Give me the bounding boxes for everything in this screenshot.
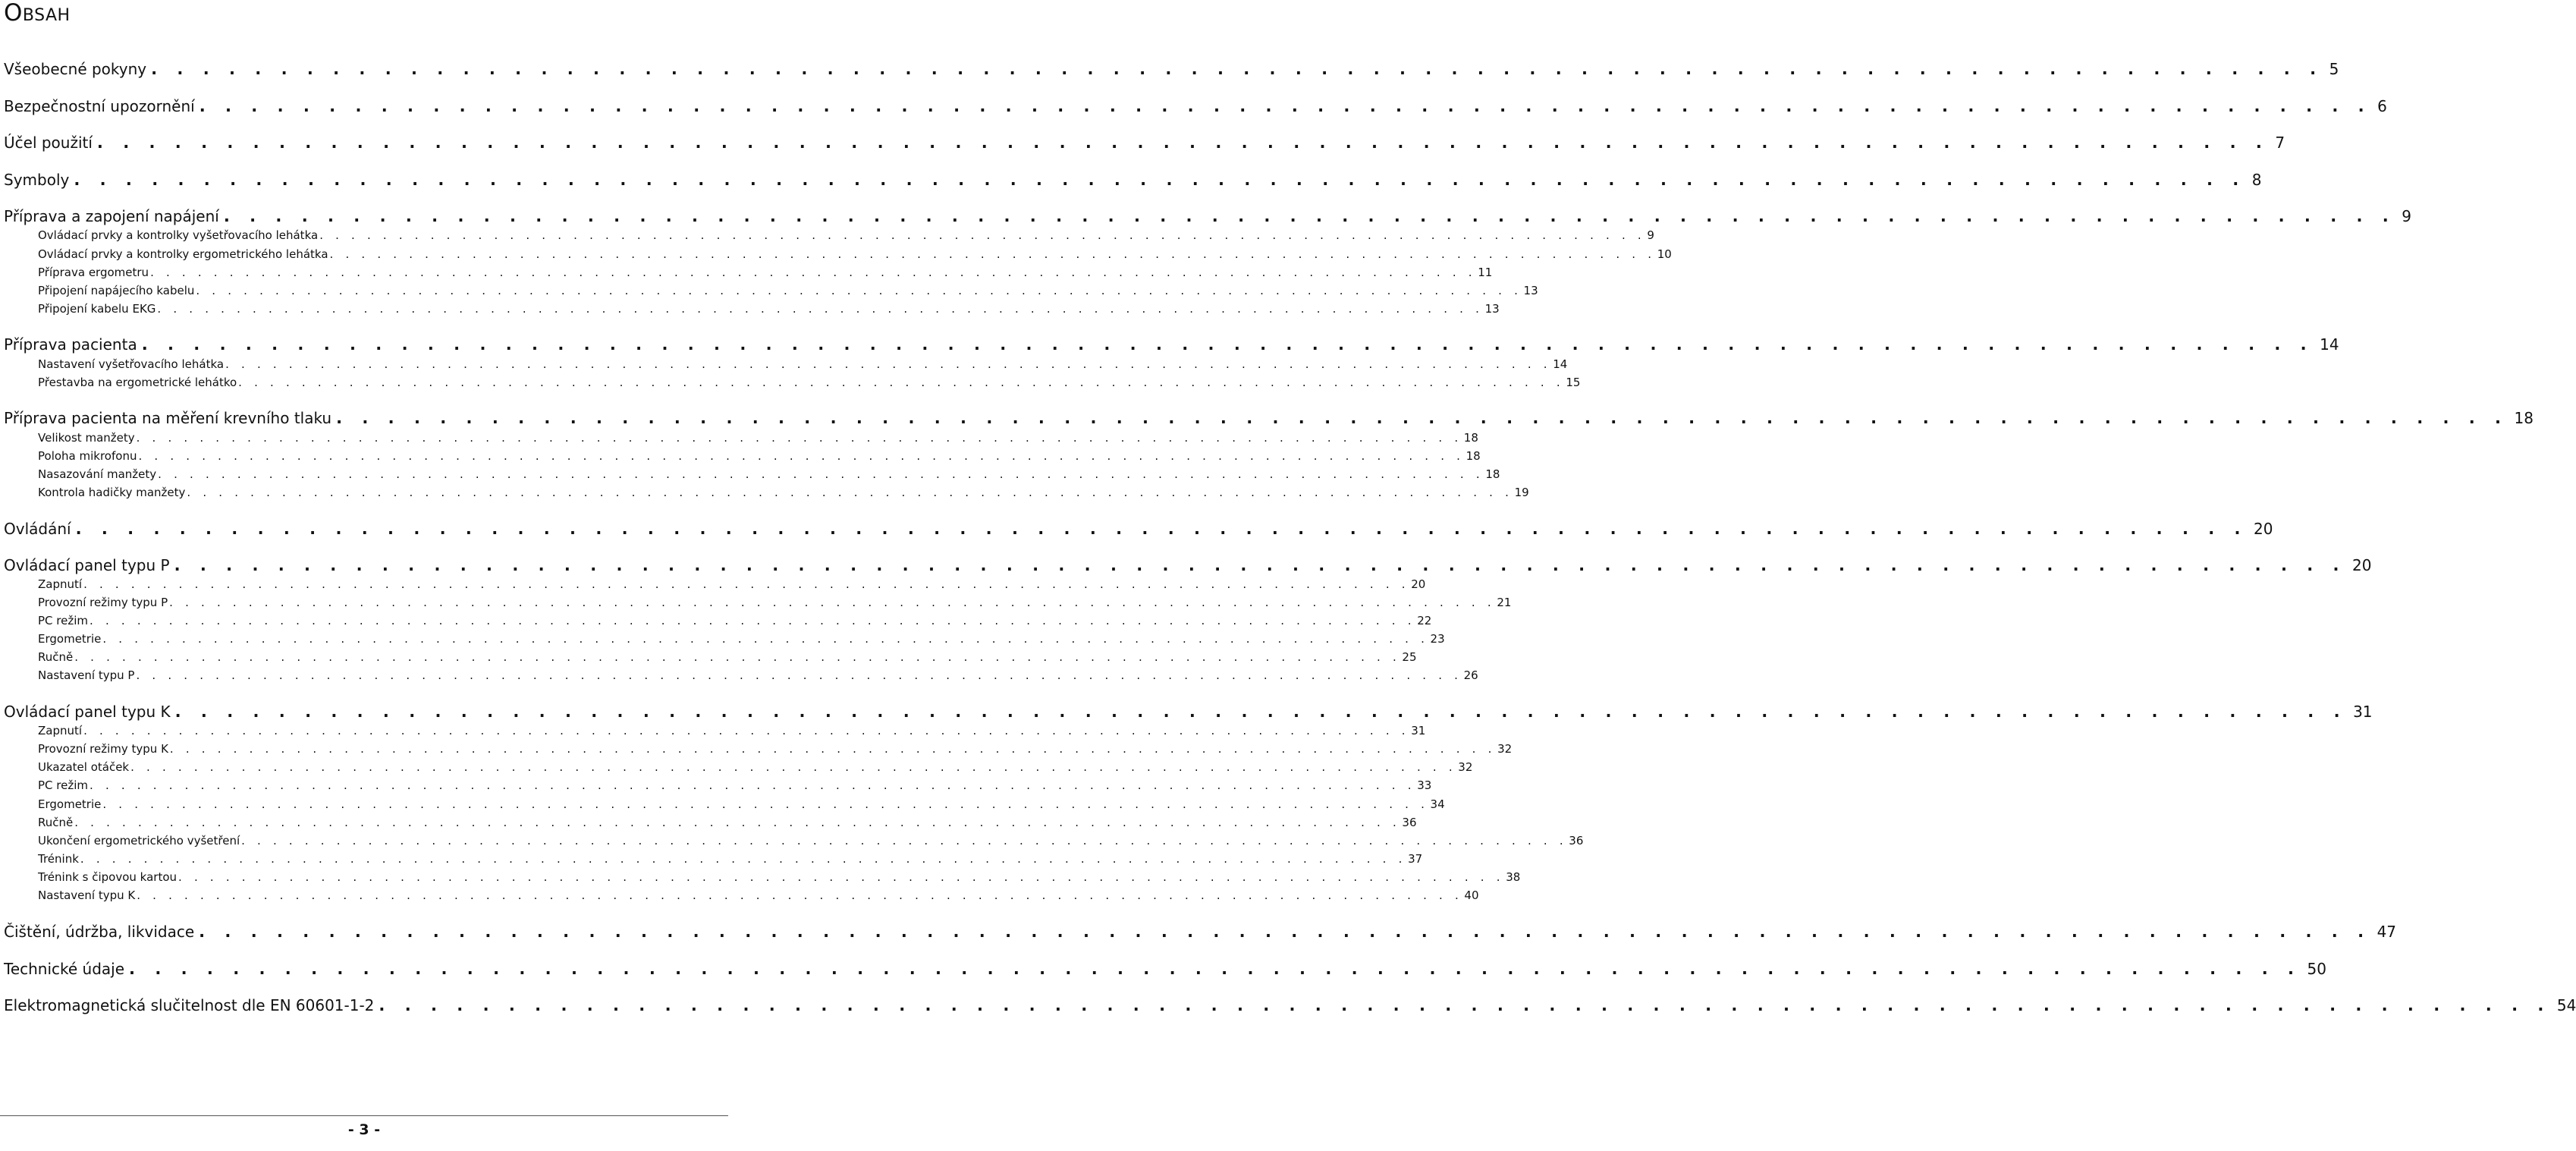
- dot-leader: . . . . . . . . . . . . . . . . . . . . . . . . . . . . . . . . . . . . . . . . . . . . . . . . . . . . . . . . . . . . . . . . . . . . . . . . . . . . . . . . . . . .: [196, 284, 1522, 297]
- dot-leader: . . . . . . . . . . . . . . . . . . . . . . . . . . . . . . . . . . . . . . . . . . . . . . . . . . . . . . . . . . . . . . . . . . . . . . . . . . . . . . . . . . . .: [174, 556, 2347, 574]
- toc-entry-page: 18: [1465, 449, 1481, 463]
- toc-entry-sub[interactable]: [38, 722, 1426, 739]
- dot-leader: . . . . . . . . . . . . . . . . . . . . . . . . . . . . . . . . . . . . . . . . . . . . . . . . . . . . . . . . . . . . . . . . . . . . . . . . . . . . . . . . . . . .: [141, 335, 2314, 354]
- dot-leader: . . . . . . . . . . . . . . . . . . . . . . . . . . . . . . . . . . . . . . . . . . . . . . . . . . . . . . . . . . . . . . . . . . . . . . . . . . . . . . . . . . . .: [174, 703, 2348, 721]
- toc-entry-label: Ovládací prvky a kontrolky ergometrického lehátka: [38, 247, 328, 261]
- toc-entry-main[interactable]: [4, 702, 2373, 722]
- toc-entry-label: Velikost manžety: [38, 431, 135, 445]
- toc-entry-label: Elektromagnetická slučitelnost dle EN 60601-1-2: [4, 996, 375, 1014]
- dot-leader: . . . . . . . . . . . . . . . . . . . . . . . . . . . . . . . . . . . . . . . . . . . . . . . . . . . . . . . . . . . . . . . . . . . . . . . . . . . . . . . . . . . .: [136, 431, 1462, 445]
- dot-leader: . . . . . . . . . . . . . . . . . . . . . . . . . . . . . . . . . . . . . . . . . . . . . . . . . . . . . . . . . . . . . . . . . . . . . . . . . . . . . . . . . . . .: [199, 923, 2371, 941]
- dot-leader: . . . . . . . . . . . . . . . . . . . . . . . . . . . . . . . . . . . . . . . . . . . . . . . . . . . . . . . . . . . . . . . . . . . . . . . . . . . . . . . . . . . .: [379, 996, 2551, 1014]
- toc-entry-main[interactable]: [4, 206, 2412, 226]
- toc-entry-label: Připojení napájecího kabelu: [38, 284, 195, 297]
- toc-entry-page: 5: [2329, 60, 2339, 78]
- dot-leader: . . . . . . . . . . . . . . . . . . . . . . . . . . . . . . . . . . . . . . . . . . . . . . . . . . . . . . . . . . . . . . . . . . . . . . . . . . . . . . . . . . . .: [74, 816, 1401, 829]
- toc-entry-page: 9: [1647, 228, 1654, 242]
- toc-entry-page: 13: [1523, 284, 1538, 297]
- toc-entry-page: 19: [1514, 486, 1529, 499]
- toc-entry-label: Přestavba na ergometrické lehátko: [38, 376, 237, 389]
- toc-entry-label: Ergometrie: [38, 632, 102, 646]
- toc-entry-label: Trénink: [38, 852, 79, 866]
- toc-entry-main[interactable]: [4, 519, 2273, 539]
- toc-entry-page: 8: [2251, 171, 2262, 189]
- dot-leader: . . . . . . . . . . . . . . . . . . . . . . . . . . . . . . . . . . . . . . . . . . . . . . . . . . . . . . . . . . . . . . . . . . . . . . . . . . . . . . . . . . . .: [137, 888, 1463, 902]
- dot-leader: . . . . . . . . . . . . . . . . . . . . . . . . . . . . . . . . . . . . . . . . . . . . . . . . . . . . . . . . . . . . . . . . . . . . . . . . . . . . . . . . . . . .: [138, 449, 1465, 463]
- toc-entry-page: 47: [2377, 923, 2397, 941]
- toc-entry-label: Připojení kabelu EKG: [38, 302, 156, 316]
- toc-entry-page: 32: [1497, 742, 1513, 756]
- toc-entry-page: 20: [1411, 577, 1426, 591]
- toc-entry-page: 38: [1506, 870, 1521, 884]
- toc-entry-sub[interactable]: [38, 612, 1432, 629]
- toc-entry-page: 7: [2275, 134, 2285, 152]
- toc-entry-sub[interactable]: [38, 649, 1417, 665]
- toc-entry-page: 9: [2402, 207, 2412, 225]
- toc-entry-page: 36: [1402, 816, 1417, 829]
- toc-entry-label: Nastavení vyšetřovacího lehátka: [38, 357, 225, 371]
- toc-entry-page: 50: [2307, 960, 2326, 978]
- toc-entry-sub[interactable]: [38, 887, 1479, 904]
- toc-entry-label: Účel použití: [4, 134, 93, 152]
- toc-entry-sub[interactable]: [38, 796, 1445, 813]
- toc-entry-page: 37: [1408, 852, 1423, 866]
- toc-entry-label: Příprava pacienta na měření krevního tlaku: [4, 409, 332, 427]
- toc-entry-sub[interactable]: [38, 282, 1538, 299]
- toc-entry-page: 54: [2556, 996, 2576, 1014]
- dot-leader: . . . . . . . . . . . . . . . . . . . . . . . . . . . . . . . . . . . . . . . . . . . . . . . . . . . . . . . . . . . . . . . . . . . . . . . . . . . . . . . . . . . .: [129, 960, 2301, 978]
- dot-leader: . . . . . . . . . . . . . . . . . . . . . . . . . . . . . . . . . . . . . . . . . . . . . . . . . . . . . . . . . . . . . . . . . . . . . . . . . . . . . . . . . . . .: [80, 852, 1407, 866]
- toc-entry-sub[interactable]: [38, 264, 1493, 281]
- toc-entry-page: 31: [2353, 703, 2373, 721]
- toc-entry-main[interactable]: [4, 995, 2576, 1015]
- dot-leader: . . . . . . . . . . . . . . . . . . . . . . . . . . . . . . . . . . . . . . . . . . . . . . . . . . . . . . . . . . . . . . . . . . . . . . . . . . . . . . . . . . . .: [329, 247, 1656, 261]
- toc-entry-page: 20: [2352, 556, 2372, 574]
- toc-entry-label: Nastavení typu P: [38, 668, 135, 682]
- toc-entry-main[interactable]: [4, 922, 2397, 942]
- toc-entry-sub[interactable]: [38, 300, 1500, 317]
- toc-entry-sub[interactable]: [38, 631, 1445, 647]
- toc-entry-label: Ručně: [38, 816, 74, 829]
- toc-entry-sub[interactable]: [38, 741, 1513, 757]
- toc-entry-main[interactable]: [4, 555, 2372, 575]
- toc-entry-label: Poloha mikrofonu: [38, 449, 137, 463]
- toc-entry-page: 21: [1497, 596, 1512, 609]
- toc-entry-label: Nasazování manžety: [38, 467, 157, 481]
- toc-entry-page: 14: [1553, 357, 1568, 371]
- dot-leader: . . . . . . . . . . . . . . . . . . . . . . . . . . . . . . . . . . . . . . . . . . . . . . . . . . . . . . . . . . . . . . . . . . . . . . . . . . . . . . . . . . . .: [136, 668, 1462, 682]
- toc-entry-label: Všeobecné pokyny: [4, 60, 147, 78]
- toc-entry-label: Zapnutí: [38, 724, 83, 737]
- toc-entry-main[interactable]: [4, 133, 2285, 153]
- toc-entry-sub[interactable]: [38, 667, 1478, 684]
- toc-entry-label: Ovládací panel typu K: [4, 703, 171, 721]
- toc-entry-page: 15: [1566, 376, 1581, 389]
- toc-entry-main[interactable]: [4, 335, 2339, 354]
- dot-leader: . . . . . . . . . . . . . . . . . . . . . . . . . . . . . . . . . . . . . . . . . . . . . . . . . . . . . . . . . . . . . . . . . . . . . . . . . . . . . . . . . . . .: [199, 97, 2372, 115]
- toc-entry-label: PC režim: [38, 614, 89, 627]
- toc-entry-page: 14: [2320, 335, 2339, 354]
- dot-leader: . . . . . . . . . . . . . . . . . . . . . . . . . . . . . . . . . . . . . . . . . . . . . . . . . . . . . . . . . . . . . . . . . . . . . . . . . . . . . . . . . . . .: [90, 614, 1416, 627]
- toc-entry-page: 11: [1478, 266, 1493, 279]
- toc-entry-sub[interactable]: [38, 832, 1584, 849]
- toc-entry-label: Trénink s čipovou kartou: [38, 870, 177, 884]
- toc-entry-page: 32: [1458, 760, 1473, 774]
- toc-entry-label: Ovládání: [4, 520, 71, 538]
- toc-entry-sub[interactable]: [38, 246, 1672, 263]
- toc-entry-sub[interactable]: [38, 429, 1478, 446]
- toc-entry-page: 18: [1463, 431, 1478, 445]
- dot-leader: . . . . . . . . . . . . . . . . . . . . . . . . . . . . . . . . . . . . . . . . . . . . . . . . . . . . . . . . . . . . . . . . . . . . . . . . . . . . . . . . . . . .: [223, 207, 2396, 225]
- dot-leader: . . . . . . . . . . . . . . . . . . . . . . . . . . . . . . . . . . . . . . . . . . . . . . . . . . . . . . . . . . . . . . . . . . . . . . . . . . . . . . . . . . . .: [336, 409, 2508, 427]
- dot-leader: . . . . . . . . . . . . . . . . . . . . . . . . . . . . . . . . . . . . . . . . . . . . . . . . . . . . . . . . . . . . . . . . . . . . . . . . . . . . . . . . . . . .: [96, 134, 2270, 152]
- toc-entry-sub[interactable]: [38, 448, 1481, 464]
- toc-entry-main[interactable]: [4, 959, 2326, 979]
- dot-leader: . . . . . . . . . . . . . . . . . . . . . . . . . . . . . . . . . . . . . . . . . . . . . . . . . . . . . . . . . . . . . . . . . . . . . . . . . . . . . . . . . . . .: [158, 467, 1484, 481]
- dot-leader: . . . . . . . . . . . . . . . . . . . . . . . . . . . . . . . . . . . . . . . . . . . . . . . . . . . . . . . . . . . . . . . . . . . . . . . . . . . . . . . . . . . .: [130, 760, 1457, 774]
- dot-leader: . . . . . . . . . . . . . . . . . . . . . . . . . . . . . . . . . . . . . . . . . . . . . . . . . . . . . . . . . . . . . . . . . . . . . . . . . . . . . . . . . . . .: [187, 486, 1513, 499]
- toc-entry-label: Příprava pacienta: [4, 335, 137, 354]
- dot-leader: . . . . . . . . . . . . . . . . . . . . . . . . . . . . . . . . . . . . . . . . . . . . . . . . . . . . . . . . . . . . . . . . . . . . . . . . . . . . . . . . . . . .: [83, 724, 1410, 737]
- dot-leader: . . . . . . . . . . . . . . . . . . . . . . . . . . . . . . . . . . . . . . . . . . . . . . . . . . . . . . . . . . . . . . . . . . . . . . . . . . . . . . . . . . . .: [151, 60, 2323, 78]
- toc-entry-label: Ukončení ergometrického vyšetření: [38, 834, 240, 848]
- toc-entry-main[interactable]: [4, 59, 2339, 79]
- toc-entry-page: 34: [1430, 797, 1445, 811]
- dot-leader: . . . . . . . . . . . . . . . . . . . . . . . . . . . . . . . . . . . . . . . . . . . . . . . . . . . . . . . . . . . . . . . . . . . . . . . . . . . . . . . . . . . .: [75, 520, 2248, 538]
- toc-entry-page: 31: [1411, 724, 1426, 737]
- toc-entry-label: Provozní režimy typu P: [38, 596, 168, 609]
- toc-entry-main[interactable]: [4, 96, 2387, 116]
- dot-leader: . . . . . . . . . . . . . . . . . . . . . . . . . . . . . . . . . . . . . . . . . . . . . . . . . . . . . . . . . . . . . . . . . . . . . . . . . . . . . . . . . . . .: [90, 778, 1416, 792]
- toc-entry-label: Technické údaje: [4, 960, 125, 978]
- toc-entry-page: 20: [2254, 520, 2273, 538]
- dot-leader: . . . . . . . . . . . . . . . . . . . . . . . . . . . . . . . . . . . . . . . . . . . . . . . . . . . . . . . . . . . . . . . . . . . . . . . . . . . . . . . . . . . .: [169, 596, 1496, 609]
- toc-entry-sub[interactable]: [38, 374, 1581, 391]
- dot-leader: . . . . . . . . . . . . . . . . . . . . . . . . . . . . . . . . . . . . . . . . . . . . . . . . . . . . . . . . . . . . . . . . . . . . . . . . . . . . . . . . . . . .: [83, 577, 1410, 591]
- toc-entry-main[interactable]: [4, 408, 2534, 428]
- dot-leader: . . . . . . . . . . . . . . . . . . . . . . . . . . . . . . . . . . . . . . . . . . . . . . . . . . . . . . . . . . . . . . . . . . . . . . . . . . . . . . . . . . . .: [178, 870, 1505, 884]
- toc-entry-page: 13: [1484, 302, 1500, 316]
- dot-leader: . . . . . . . . . . . . . . . . . . . . . . . . . . . . . . . . . . . . . . . . . . . . . . . . . . . . . . . . . . . . . . . . . . . . . . . . . . . . . . . . . . . .: [241, 834, 1568, 848]
- toc-entry-sub[interactable]: [38, 466, 1500, 483]
- dot-leader: . . . . . . . . . . . . . . . . . . . . . . . . . . . . . . . . . . . . . . . . . . . . . . . . . . . . . . . . . . . . . . . . . . . . . . . . . . . . . . . . . . . .: [74, 650, 1401, 664]
- footer-divider: [0, 1115, 728, 1116]
- toc-entry-page: 22: [1417, 614, 1432, 627]
- toc-entry-label: Čištění, údržba, likvidace: [4, 923, 195, 941]
- toc-entry-label: Nastavení typu K: [38, 888, 136, 902]
- toc-entry-page: 18: [2514, 409, 2534, 427]
- page-title: Obsah: [4, 0, 71, 27]
- dot-leader: . . . . . . . . . . . . . . . . . . . . . . . . . . . . . . . . . . . . . . . . . . . . . . . . . . . . . . . . . . . . . . . . . . . . . . . . . . . . . . . . . . . .: [319, 228, 1646, 242]
- toc-entry-page: 6: [2377, 97, 2387, 115]
- toc-entry-label: Ukazatel otáček: [38, 760, 130, 774]
- toc-entry-page: 36: [1569, 834, 1584, 848]
- dot-leader: . . . . . . . . . . . . . . . . . . . . . . . . . . . . . . . . . . . . . . . . . . . . . . . . . . . . . . . . . . . . . . . . . . . . . . . . . . . . . . . . . . . .: [238, 376, 1565, 389]
- toc-entry-sub[interactable]: [38, 814, 1417, 831]
- dot-leader: . . . . . . . . . . . . . . . . . . . . . . . . . . . . . . . . . . . . . . . . . . . . . . . . . . . . . . . . . . . . . . . . . . . . . . . . . . . . . . . . . . . .: [169, 742, 1497, 756]
- toc-entry-label: Bezpečnostní upozornění: [4, 97, 195, 115]
- toc-entry-label: PC režim: [38, 778, 89, 792]
- toc-entry-page: 25: [1402, 650, 1417, 664]
- toc-entry-sub[interactable]: [38, 356, 1568, 373]
- dot-leader: . . . . . . . . . . . . . . . . . . . . . . . . . . . . . . . . . . . . . . . . . . . . . . . . . . . . . . . . . . . . . . . . . . . . . . . . . . . . . . . . . . . .: [225, 357, 1552, 371]
- toc-entry-label: Provozní režimy typu K: [38, 742, 168, 756]
- toc-entry-sub[interactable]: [38, 576, 1426, 593]
- toc-entry-page: 23: [1430, 632, 1445, 646]
- toc-entry-sub[interactable]: [38, 484, 1529, 501]
- toc-entry-page: 26: [1463, 668, 1478, 682]
- dot-leader: . . . . . . . . . . . . . . . . . . . . . . . . . . . . . . . . . . . . . . . . . . . . . . . . . . . . . . . . . . . . . . . . . . . . . . . . . . . . . . . . . . . .: [102, 632, 1429, 646]
- toc-entry-sub[interactable]: [38, 594, 1512, 611]
- toc-entry-label: Ručně: [38, 650, 74, 664]
- toc-entry-label: Ovládací prvky a kontrolky vyšetřovacího lehátka: [38, 228, 319, 242]
- toc-entry-page: 10: [1657, 247, 1672, 261]
- toc-entry-label: Symboly: [4, 171, 70, 189]
- dot-leader: . . . . . . . . . . . . . . . . . . . . . . . . . . . . . . . . . . . . . . . . . . . . . . . . . . . . . . . . . . . . . . . . . . . . . . . . . . . . . . . . . . . .: [74, 171, 2246, 189]
- toc-entry-label: Zapnutí: [38, 577, 83, 591]
- toc-entry-label: Ergometrie: [38, 797, 102, 811]
- page-number: - 3 -: [347, 1121, 381, 1138]
- dot-leader: . . . . . . . . . . . . . . . . . . . . . . . . . . . . . . . . . . . . . . . . . . . . . . . . . . . . . . . . . . . . . . . . . . . . . . . . . . . . . . . . . . . .: [157, 302, 1484, 316]
- toc-entry-sub[interactable]: [38, 759, 1473, 775]
- toc-entry-sub[interactable]: [38, 227, 1654, 244]
- toc-entry-label: Příprava a zapojení napájení: [4, 207, 219, 225]
- dot-leader: . . . . . . . . . . . . . . . . . . . . . . . . . . . . . . . . . . . . . . . . . . . . . . . . . . . . . . . . . . . . . . . . . . . . . . . . . . . . . . . . . . . .: [150, 266, 1477, 279]
- dot-leader: . . . . . . . . . . . . . . . . . . . . . . . . . . . . . . . . . . . . . . . . . . . . . . . . . . . . . . . . . . . . . . . . . . . . . . . . . . . . . . . . . . . .: [102, 797, 1429, 811]
- toc-entry-sub[interactable]: [38, 851, 1423, 867]
- toc-entry-page: 33: [1417, 778, 1432, 792]
- toc-entry-label: Příprava ergometru: [38, 266, 149, 279]
- toc-entry-sub[interactable]: [38, 777, 1432, 794]
- toc-entry-sub[interactable]: [38, 869, 1521, 885]
- toc-entry-page: 40: [1464, 888, 1479, 902]
- toc-entry-label: Ovládací panel typu P: [4, 556, 170, 574]
- toc-entry-label: Kontrola hadičky manžety: [38, 486, 186, 499]
- toc-entry-main[interactable]: [4, 170, 2262, 190]
- toc-entry-page: 18: [1485, 467, 1500, 481]
